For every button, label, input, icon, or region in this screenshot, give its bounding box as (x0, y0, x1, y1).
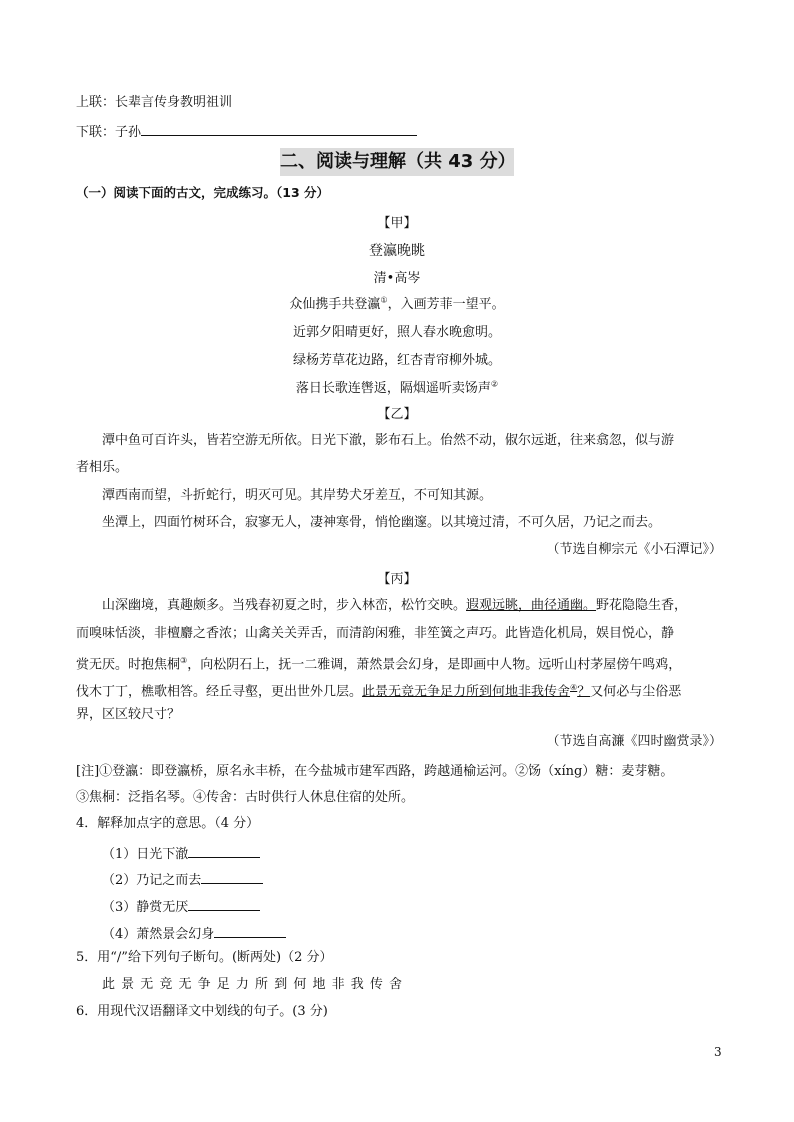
note-mark-1: ① (380, 295, 388, 305)
poem-title: 登瀛晚眺 (369, 243, 425, 259)
lower-couplet-answer-blank[interactable] (141, 121, 417, 136)
yi-paragraph-2: 潭西南而望，斗折蛇行，明灭可见。其岸势犬牙差互，不可知其源。 (102, 488, 493, 503)
bing-label: 【丙】 (377, 572, 417, 587)
question-4-item-4 (102, 923, 286, 944)
yi-paragraph-1-b: 者相乐。 (76, 460, 129, 475)
yi-label: 【乙】 (377, 407, 417, 422)
question-4-item-1 (102, 843, 260, 864)
poem-line-1-b: ，入画芳菲一望平。 (387, 297, 505, 312)
q4-item-3-answer-blank[interactable] (188, 896, 260, 911)
q4-item-1-answer-blank[interactable] (188, 843, 260, 858)
bing-line-3 (76, 652, 681, 674)
q4-item-1-text: （1）日光下澈 (102, 847, 189, 862)
question-4-item-2 (102, 869, 263, 890)
poem-line-1-a: 众仙携手共登瀛 (289, 297, 381, 312)
upper-couplet-label: 上联： (76, 95, 116, 110)
note-mark-2: ② (490, 379, 499, 389)
poem-line-3: 绿杨芳草花边路，红杏青帘柳外城。 (292, 353, 501, 368)
q4-item-2-text: （2）乃记之而去 (102, 873, 202, 888)
bing-line-1-a: 山深幽境，真趣颇多。当残春初夏之时，步入林峦，松竹交映。 (102, 598, 467, 613)
poem-line-2: 近郭夕阳晴更好，照人春水晚愈明。 (292, 325, 501, 340)
q4-item-4-text: （4）萧然景会幻身 (102, 927, 215, 942)
question-5-sentence[interactable]: 此 景 无 竞 无 争 足 力 所 到 何 地 非 我 传 舍 (102, 977, 403, 992)
upper-couplet (76, 94, 232, 112)
bing-source: （节选自高濂《四时幽赏录》） (546, 734, 722, 749)
bing-line-4-b: 又何必与尘俗恶 (590, 684, 682, 700)
bing-line-1-b: 野花隐隐生香， (596, 598, 688, 613)
yi-source: （节选自柳宗元《小石潭记》） (546, 542, 722, 557)
bing-line-2: 而嗅味恬淡，非檀麝之香浓；山禽关关弄舌，而清韵闲雅，非笙簧之声巧。此皆造化机局，娱目悦心，静 (76, 626, 675, 641)
jia-label: 【甲】 (377, 216, 417, 231)
poem-author: 清•高岑 (373, 271, 421, 286)
question-5-title: 5．用“/”给下列句子断句。(断两处)（2 分） (76, 950, 333, 965)
notes-line-2: ③焦桐：泛指名琴。④传舍：古时供行人休息住宿的处所。 (76, 790, 415, 805)
q4-item-2-answer-blank[interactable] (201, 869, 263, 884)
question-4-title: 4．解释加点字的意思。（4 分） (76, 816, 260, 831)
note-mark-4: ④ (570, 683, 578, 692)
bing-line-4-a: 伐木丁丁，樵歌相答。经丘寻壑，更出世外几层。 (76, 684, 363, 700)
question-6-title: 6．用现代汉语翻译文中划线的句子。(3 分) (76, 1004, 328, 1019)
yi-paragraph-3: 坐潭上，四面竹树环合，寂寥无人，凄神寒骨，悄怆幽邃。以其境过清，不可久居，乃记之而去。 (102, 515, 662, 530)
bing-underlined-sentence-1: 遐观远眺，曲径通幽。 (466, 598, 597, 613)
yi-paragraph-1-a: 潭中鱼可百许头，皆若空游无所依。日光下澈，影布石上。佁然不动，俶尔远逝，往来翕忽，似与游 (102, 433, 675, 448)
bing-line-4 (76, 679, 681, 701)
lower-couplet (76, 121, 417, 142)
bing-underlined-question-mark: ？ (577, 684, 591, 700)
q4-item-3-text: （3）静赏无厌 (102, 900, 189, 915)
lower-couplet-text: 子孙 (115, 125, 142, 140)
bing-underlined-sentence-2: 此景无竞无争足力所到何地非我传舍 (362, 684, 571, 700)
poem-line-1 (0, 293, 794, 312)
notes-line-1: [注]①登瀛：即登瀛桥，原名永丰桥，在今盐城市建军西路，跨越通榆运河。②饧（xíng）糖：麦芽糖。 (76, 764, 674, 779)
bing-line-3-b: ，向松阴石上，抚一二雅调，萧然景会幻身，是即画中人物。远听山村茅屋傍午鸣鸡， (187, 657, 682, 673)
bing-line-1 (102, 597, 687, 615)
question-4-item-3 (102, 896, 260, 917)
bing-line-3-a: 赏无厌。时抱焦桐 (76, 657, 181, 673)
lower-couplet-label: 下联： (76, 125, 116, 140)
page-number: 3 (714, 1045, 722, 1059)
section-title: 二、阅读与理解（共 43 分） (280, 148, 514, 176)
q4-item-4-answer-blank[interactable] (214, 923, 286, 938)
poem-line-4 (0, 377, 794, 396)
subsection-heading: （一）阅读下面的古文，完成练习。（13 分） (76, 185, 329, 200)
poem-line-4-text: 落日长歌连辔返，隔烟遥听卖饧声 (295, 381, 491, 396)
upper-couplet-text: 长辈言传身教明祖训 (115, 95, 233, 110)
note-mark-3: ③ (180, 656, 188, 665)
bing-line-5: 界，区区较尺寸？ (76, 707, 181, 722)
